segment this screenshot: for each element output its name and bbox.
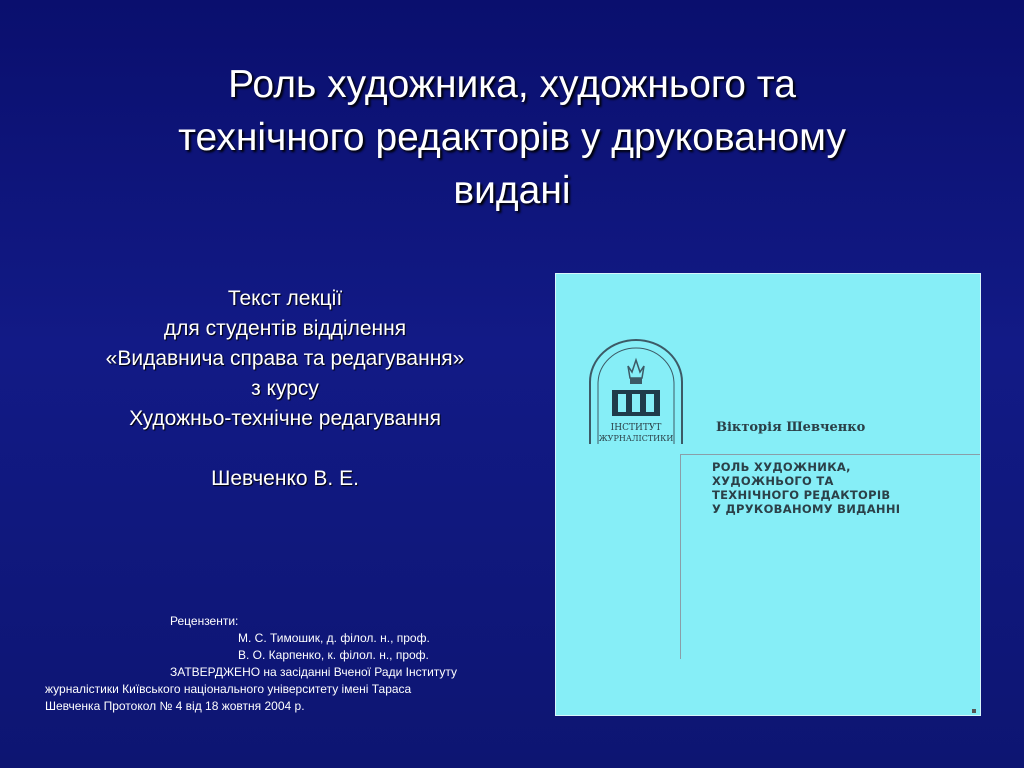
approval-line-3: Шевченка Протокол № 4 від 18 жовтня 2004 р. bbox=[45, 699, 305, 713]
cover-title-line-4: У ДРУКОВАНОМУ ВИДАННІ bbox=[712, 502, 901, 516]
reviewer-1: М. С. Тимошик, д. філол. н., проф. bbox=[238, 631, 430, 645]
cover-author: Вікторія Шевченко bbox=[716, 420, 866, 435]
institute-logo-icon bbox=[584, 338, 688, 446]
title-line-1: Роль художника, художнього та bbox=[228, 63, 796, 106]
approval-line-2: журналістики Київського національного університету імені Тараса bbox=[45, 682, 412, 696]
book-cover-image bbox=[555, 273, 981, 716]
svg-text:ІНСТИТУТ: ІНСТИТУТ bbox=[610, 423, 662, 433]
cover-title bbox=[712, 460, 962, 516]
approval-line-1: ЗАТВЕРДЖЕНО на засіданні Вченої Ради Інституту bbox=[170, 665, 458, 679]
lecture-line-5: Художньо-технічне редагування bbox=[129, 407, 441, 430]
svg-text:ЖУРНАЛІСТИКИ: ЖУРНАЛІСТИКИ bbox=[598, 434, 674, 443]
cover-title-line-2: ХУДОЖНЬОГО ТА bbox=[712, 474, 834, 488]
reviewer-2: В. О. Карпенко, к. філол. н., проф. bbox=[238, 648, 429, 662]
lecture-line-3: «Видавнича справа та редагування» bbox=[105, 347, 465, 370]
lecture-line-1: Текст лекції bbox=[227, 287, 343, 310]
reviewers-heading: Рецензенти: bbox=[170, 614, 239, 628]
title-line-2: технічного редакторів у друкованому bbox=[178, 116, 846, 159]
lecture-line-2: для студентів відділення bbox=[163, 317, 407, 340]
lecture-line-4: з курсу bbox=[251, 377, 319, 400]
cover-title-line-1: РОЛЬ ХУДОЖНИКА, bbox=[712, 460, 851, 474]
reviewers-block bbox=[45, 613, 535, 715]
title-line-3: видані bbox=[453, 169, 571, 212]
author-name: Шевченко В. Е. bbox=[211, 467, 359, 490]
cover-vertical-rule bbox=[680, 454, 681, 659]
slide-title bbox=[80, 58, 944, 217]
cover-title-line-3: ТЕХНІЧНОГО РЕДАКТОРІВ bbox=[712, 488, 891, 502]
cover-corner-mark bbox=[972, 709, 976, 713]
lecture-info bbox=[30, 284, 540, 494]
cover-horizontal-rule bbox=[680, 454, 980, 455]
